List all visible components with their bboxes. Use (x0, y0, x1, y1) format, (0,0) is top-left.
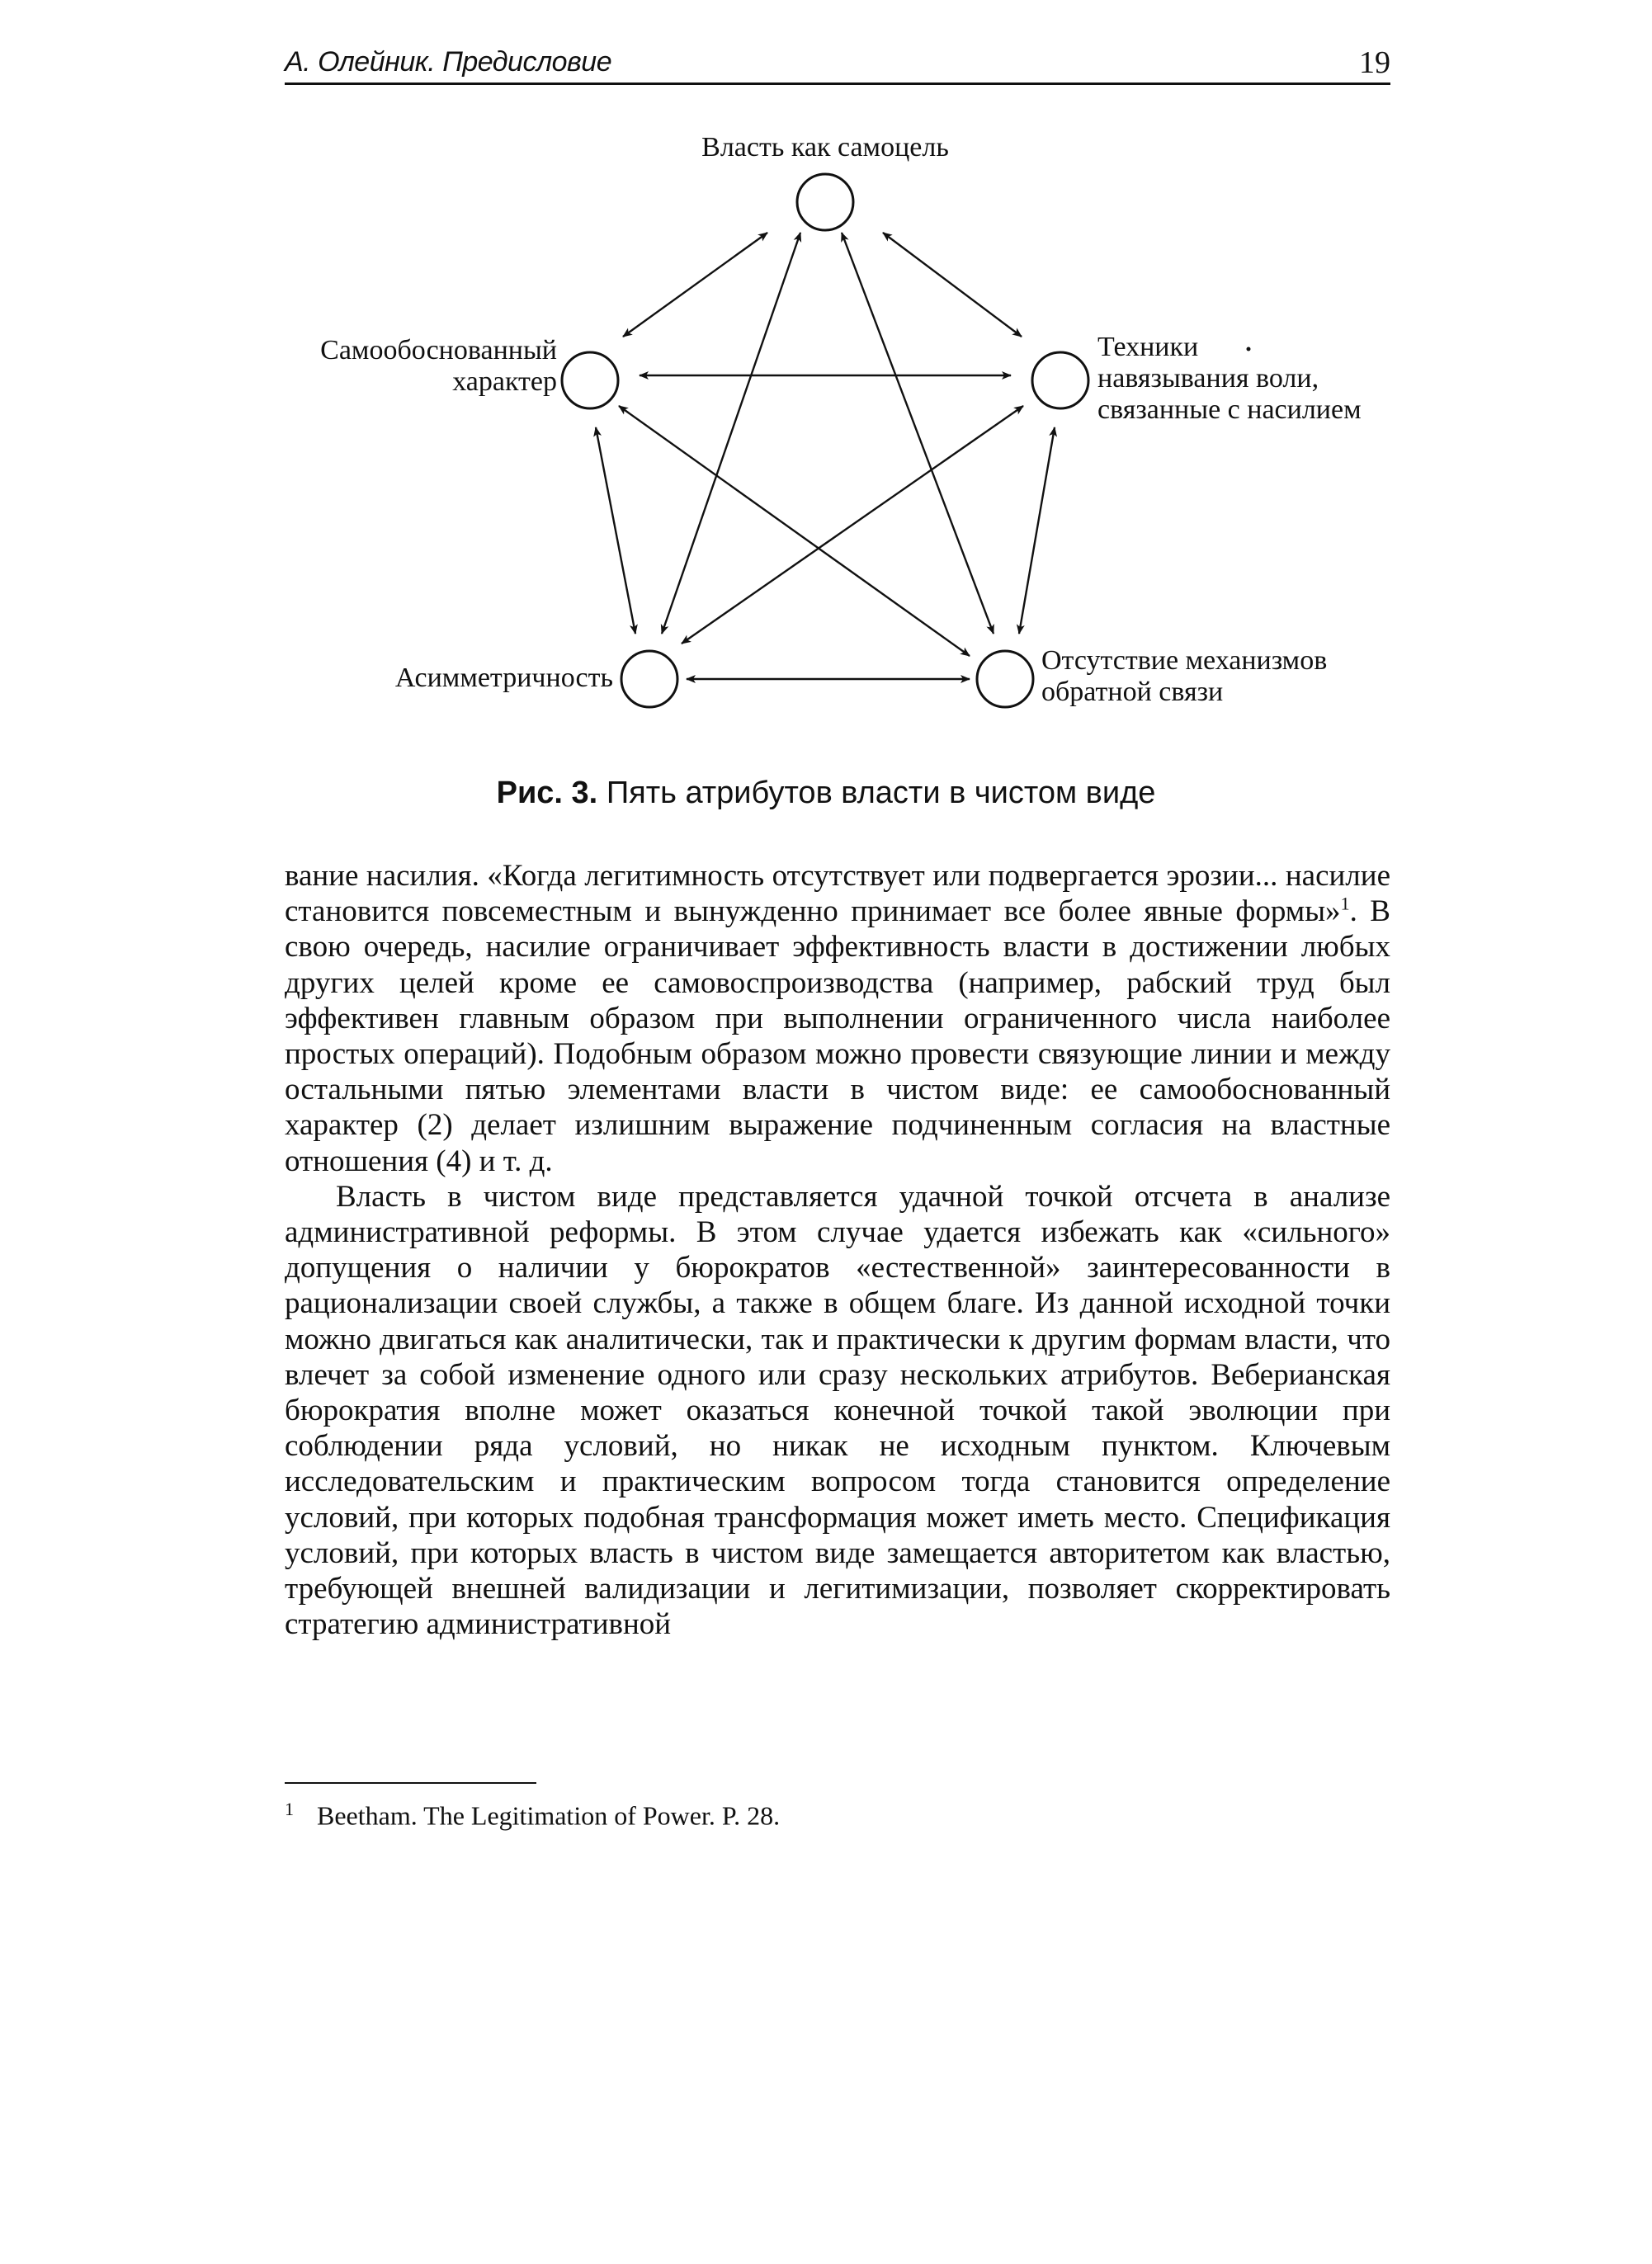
power-attributes-diagram (272, 116, 1395, 726)
footnote (285, 1799, 780, 1832)
paragraph-2-text: Власть в чистом виде представляется удачной точкой отсчета в анализе административной реформы. В этом случае удается избежать как «сильного» допущения о наличии у бюрократов «естественной» заинтересованности в рационализации своей службы, а также в общем благе. Из данной исходной точки можно двигаться как аналитически, так и практически к другим формам власти, что влечет за собой изменение одного или сразу нескольких атрибутов. Веберианская бюрократия вполне может оказаться конечной точкой такой эволюции при соблюдении ряда условий, но никак не исходным пунктом. Ключевым исследовательским и практическим вопросом тогда становится определение условий, при которых подобная трансформация может иметь место. Спецификация условий, при которых власть в чистом виде замещается авторитетом как властью, требующей внешней валидизации и легитимизации, позволяет скорректировать стратегию административной (285, 1179, 1390, 1642)
label-left-line-2: характер (452, 366, 557, 397)
footnote-ref: 1 (1340, 893, 1350, 914)
label-bottom-left (338, 663, 613, 694)
page-number: 19 (1359, 45, 1390, 80)
edge-top-bottom-right (842, 233, 994, 634)
edge-right-bottom-right (1019, 427, 1055, 634)
node-bottom-left (621, 651, 677, 707)
node-right (1032, 352, 1088, 408)
label-top (685, 132, 965, 163)
edge-top-right (883, 233, 1022, 337)
label-left (289, 335, 557, 398)
node-top (797, 174, 853, 230)
node-left (562, 352, 618, 408)
footnote-mark: 1 (285, 1799, 294, 1819)
edge-top-left (623, 233, 767, 337)
paragraph-2 (285, 1179, 1390, 1643)
label-bottom-right (1041, 645, 1327, 708)
label-right-line-1: Техники (1097, 332, 1199, 362)
paragraph-1 (285, 858, 1390, 1179)
footnote-text: Beetham. The Legitimation of Power. P. 28. (317, 1800, 781, 1831)
label-top-line: Власть как самоцель (701, 132, 949, 163)
node-bottom-right (977, 651, 1033, 707)
label-bottom-left-line: Асимметричность (394, 663, 613, 693)
running-title: А. Олейник. Предисловие (285, 46, 612, 78)
label-right-line-3: связанные с насилием (1097, 394, 1362, 425)
paragraph-1-text-cont: . В свою очередь, насилие ограничивает эффективность власти в достижении любых других целей кроме ее самовоспроизводства (например, рабский труд был эффективен главным образом при выполнении ограниченного числа наиболее простых операций). Подобным образом можно провести связующие линии и между остальными пятью элементами власти в чистом виде: ее самообоснованный характер (2) делает излишним выражение подчиненным согласия на властные отношения (4) и т. д. (285, 894, 1390, 1178)
paragraph-1-text: вание насилия. «Когда легитимность отсутствует или подвергается эрозии... насилие становится повсеместным и вынужденно принимает все более явные формы» (285, 859, 1390, 929)
label-right (1097, 332, 1362, 426)
header-rule (285, 83, 1390, 85)
edge-left-bottom-right (619, 406, 970, 656)
label-left-line-1: Самообоснованный (320, 335, 557, 366)
label-right-line-2: навязывания воли, (1097, 363, 1319, 394)
footnote-rule (285, 1782, 536, 1784)
edge-left-bottom-left (596, 427, 635, 634)
label-bottom-right-line-2: обратной связи (1041, 677, 1224, 707)
figure-number: Рис. 3. (496, 776, 598, 810)
label-bottom-right-line-1: Отсутствие механизмов (1041, 645, 1328, 676)
body-text (285, 858, 1390, 1642)
figure-caption (0, 776, 1652, 811)
figure-title: Пять атрибутов власти в чистом виде (606, 776, 1156, 810)
edge-right-bottom-left (682, 406, 1023, 644)
